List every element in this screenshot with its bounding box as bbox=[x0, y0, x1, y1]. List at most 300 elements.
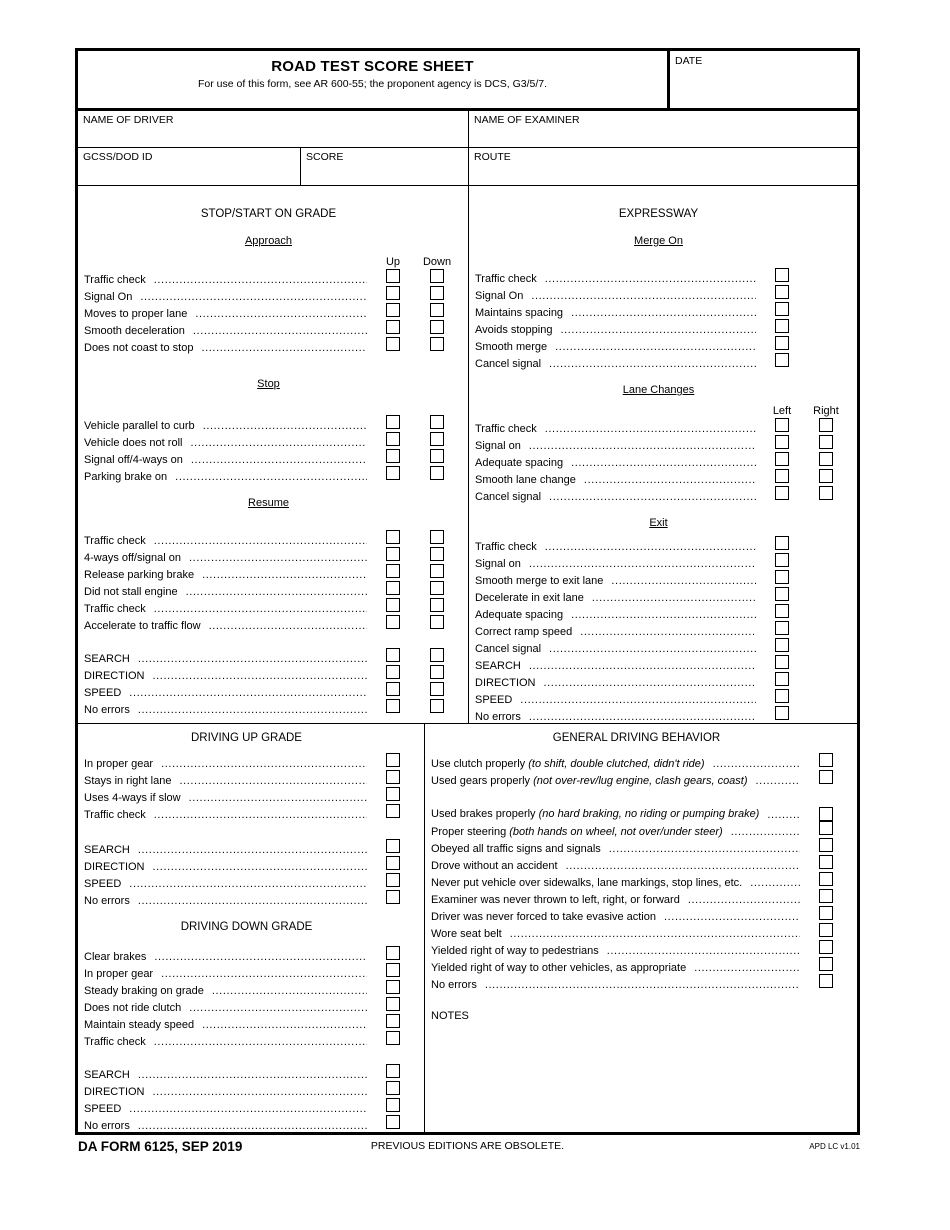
checkbox-group bbox=[371, 890, 415, 904]
checkbox-slot bbox=[415, 564, 459, 578]
item-label: Does not coast to stop bbox=[84, 342, 194, 354]
checkbox-group bbox=[760, 604, 848, 618]
checklist-item bbox=[78, 946, 415, 963]
checkbox[interactable] bbox=[386, 699, 400, 713]
checkbox-group bbox=[804, 838, 848, 852]
dot-leader bbox=[189, 1002, 367, 1014]
checkbox-group bbox=[760, 553, 848, 567]
dot-leader bbox=[592, 592, 756, 604]
checkbox-slot bbox=[760, 336, 804, 350]
checklist-item bbox=[78, 303, 459, 320]
checkbox-group bbox=[760, 689, 848, 703]
checkbox[interactable] bbox=[386, 1081, 400, 1095]
item-label: Maintain steady speed bbox=[84, 1019, 195, 1031]
checkbox[interactable] bbox=[819, 906, 833, 920]
route-field[interactable] bbox=[469, 148, 857, 185]
checkbox[interactable] bbox=[819, 418, 833, 432]
checkbox-group bbox=[760, 452, 848, 466]
checklist-item bbox=[469, 452, 848, 469]
dot-leader bbox=[154, 809, 367, 821]
dot-leader bbox=[202, 1019, 367, 1031]
checkbox-slot bbox=[804, 570, 848, 584]
checkbox-group bbox=[804, 872, 848, 886]
dot-leader bbox=[203, 420, 367, 432]
checkbox[interactable] bbox=[819, 469, 833, 483]
dot-leader bbox=[713, 758, 800, 770]
checkbox[interactable] bbox=[430, 415, 444, 429]
checkbox-group bbox=[371, 415, 459, 429]
dot-leader bbox=[767, 809, 800, 821]
checklist-item bbox=[78, 856, 415, 873]
dot-leader bbox=[584, 474, 756, 486]
checklist-item bbox=[469, 553, 848, 570]
dot-leader bbox=[555, 341, 756, 353]
checkbox-slot bbox=[804, 906, 848, 920]
checklist-item bbox=[78, 699, 459, 716]
checkbox[interactable] bbox=[386, 449, 400, 463]
checkbox-group bbox=[371, 946, 415, 960]
checkbox[interactable] bbox=[430, 466, 444, 480]
section-title: DRIVING UP GRADE bbox=[191, 732, 302, 744]
item-label: Use clutch properly (to shift, double clutched, didn't ride) bbox=[431, 758, 705, 770]
checkbox[interactable] bbox=[386, 946, 400, 960]
dot-leader bbox=[138, 1069, 367, 1081]
dot-leader bbox=[175, 471, 367, 483]
item-label: Traffic check bbox=[84, 274, 146, 286]
column-header-up: Up bbox=[385, 256, 401, 268]
item-label: Examiner was never thrown to left, right, or forward bbox=[431, 894, 680, 906]
dot-leader bbox=[190, 437, 367, 449]
checkbox-group bbox=[371, 564, 459, 578]
checkbox[interactable] bbox=[430, 449, 444, 463]
checkbox[interactable] bbox=[819, 974, 833, 988]
item-label: Signal On bbox=[84, 291, 133, 303]
checkbox[interactable] bbox=[430, 320, 444, 334]
dot-leader bbox=[571, 307, 756, 319]
checkbox-slot bbox=[804, 553, 848, 567]
checkbox[interactable] bbox=[819, 872, 833, 886]
checkbox[interactable] bbox=[386, 581, 400, 595]
checkbox[interactable] bbox=[775, 638, 789, 652]
form-title: ROAD TEST SCORE SHEET bbox=[271, 58, 474, 75]
checkbox[interactable] bbox=[386, 1098, 400, 1112]
dot-leader bbox=[212, 985, 367, 997]
checkbox[interactable] bbox=[386, 890, 400, 904]
checklist-item bbox=[425, 855, 848, 872]
checkbox-slot bbox=[415, 581, 459, 595]
checkbox-group bbox=[760, 570, 848, 584]
checkbox-group bbox=[760, 268, 848, 282]
dot-leader bbox=[549, 491, 756, 503]
checkbox[interactable] bbox=[775, 621, 789, 635]
checkbox[interactable] bbox=[386, 432, 400, 446]
checkbox-slot bbox=[371, 1031, 415, 1045]
checkbox[interactable] bbox=[819, 957, 833, 971]
panel-expressway bbox=[469, 186, 857, 723]
checkbox[interactable] bbox=[819, 486, 833, 500]
checkbox[interactable] bbox=[430, 303, 444, 317]
checkbox-slot bbox=[804, 770, 848, 784]
checkbox-slot bbox=[760, 405, 804, 417]
checkbox[interactable] bbox=[386, 303, 400, 317]
checkbox-slot bbox=[760, 319, 804, 333]
checklist-item bbox=[78, 286, 459, 303]
checkbox[interactable] bbox=[386, 753, 400, 767]
checkbox[interactable] bbox=[386, 337, 400, 351]
checkbox[interactable] bbox=[386, 997, 400, 1011]
column-header-right: Right bbox=[813, 405, 839, 417]
checkbox-slot bbox=[371, 256, 415, 268]
dot-leader bbox=[189, 792, 367, 804]
checkbox[interactable] bbox=[775, 587, 789, 601]
checkbox[interactable] bbox=[386, 648, 400, 662]
dot-leader bbox=[189, 552, 367, 564]
checkbox[interactable] bbox=[386, 1031, 400, 1045]
checkbox-slot bbox=[371, 665, 415, 679]
checkbox[interactable] bbox=[430, 269, 444, 283]
checkbox[interactable] bbox=[819, 855, 833, 869]
checkbox[interactable] bbox=[430, 337, 444, 351]
name-of-driver-field[interactable] bbox=[78, 111, 469, 147]
checkbox[interactable] bbox=[386, 682, 400, 696]
checkbox[interactable] bbox=[775, 672, 789, 686]
checkbox-slot bbox=[760, 268, 804, 282]
checklist-item bbox=[78, 753, 415, 770]
checkbox[interactable] bbox=[386, 564, 400, 578]
item-label: Maintains spacing bbox=[475, 307, 564, 319]
checkbox[interactable] bbox=[386, 466, 400, 480]
checkbox-slot bbox=[371, 530, 415, 544]
checkbox[interactable] bbox=[430, 699, 444, 713]
checkbox-group bbox=[371, 530, 459, 544]
checklist-item bbox=[78, 547, 459, 564]
checkbox[interactable] bbox=[386, 804, 400, 818]
checkbox[interactable] bbox=[819, 940, 833, 954]
checkbox-slot bbox=[804, 672, 848, 686]
checkbox[interactable] bbox=[775, 435, 789, 449]
checkbox[interactable] bbox=[775, 553, 789, 567]
checkbox[interactable] bbox=[386, 269, 400, 283]
checkbox-group bbox=[804, 807, 848, 821]
item-label: Avoids stopping bbox=[475, 324, 553, 336]
checkbox[interactable] bbox=[386, 770, 400, 784]
panel-stop-start-on-grade bbox=[78, 186, 469, 723]
checklist-item bbox=[425, 906, 848, 923]
checkbox-slot bbox=[804, 957, 848, 971]
checklist-item bbox=[469, 621, 848, 638]
item-label: SPEED bbox=[84, 687, 122, 699]
item-label: Cancel signal bbox=[475, 491, 542, 503]
item-label: Traffic check bbox=[84, 809, 146, 821]
checkbox[interactable] bbox=[775, 418, 789, 432]
checkbox[interactable] bbox=[775, 302, 789, 316]
dot-leader bbox=[549, 358, 756, 370]
checkbox-slot bbox=[804, 604, 848, 618]
date-field[interactable] bbox=[667, 51, 857, 108]
gcss-dod-id-label: GCSS/DOD ID bbox=[83, 151, 153, 163]
checkbox[interactable] bbox=[386, 286, 400, 300]
checkbox[interactable] bbox=[386, 530, 400, 544]
section-title: GENERAL DRIVING BEHAVIOR bbox=[552, 732, 721, 744]
checkbox[interactable] bbox=[386, 963, 400, 977]
checkbox-group bbox=[371, 1014, 415, 1028]
checkbox-slot bbox=[804, 638, 848, 652]
checkbox-slot bbox=[371, 856, 415, 870]
checkbox-slot bbox=[760, 285, 804, 299]
dot-leader bbox=[731, 826, 800, 838]
checkbox[interactable] bbox=[775, 486, 789, 500]
item-label: Uses 4-ways if slow bbox=[84, 792, 181, 804]
checkbox-slot bbox=[804, 821, 848, 835]
dot-leader bbox=[756, 775, 800, 787]
checklist-item bbox=[425, 753, 848, 770]
item-label: Driver was never forced to take evasive action bbox=[431, 911, 656, 923]
checkbox[interactable] bbox=[430, 286, 444, 300]
checklist-item bbox=[425, 821, 848, 838]
checkbox-slot bbox=[804, 469, 848, 483]
checklist-item bbox=[425, 923, 848, 940]
checkbox[interactable] bbox=[775, 604, 789, 618]
checkbox[interactable] bbox=[819, 753, 833, 767]
checkbox-slot bbox=[804, 706, 848, 720]
checkbox[interactable] bbox=[430, 530, 444, 544]
checkbox-slot bbox=[804, 689, 848, 703]
checkbox-group bbox=[371, 770, 415, 784]
checkbox-slot bbox=[371, 873, 415, 887]
checkbox-group bbox=[804, 889, 848, 903]
dot-leader bbox=[201, 342, 367, 354]
checkbox[interactable] bbox=[386, 839, 400, 853]
checkbox[interactable] bbox=[386, 598, 400, 612]
checkbox-slot bbox=[371, 787, 415, 801]
checklist-item bbox=[78, 873, 415, 890]
dot-leader bbox=[571, 609, 756, 621]
checkbox-slot bbox=[760, 672, 804, 686]
checklist-item bbox=[425, 770, 848, 787]
checkbox-slot bbox=[415, 432, 459, 446]
checkbox-slot bbox=[371, 1064, 415, 1078]
checkbox[interactable] bbox=[775, 706, 789, 720]
checkbox[interactable] bbox=[775, 536, 789, 550]
checkbox-group bbox=[371, 1031, 415, 1045]
checkbox-slot bbox=[371, 337, 415, 351]
checkbox-slot bbox=[371, 699, 415, 713]
spacer bbox=[78, 821, 415, 839]
spacer bbox=[78, 745, 415, 753]
checkbox-slot bbox=[415, 337, 459, 351]
item-label: Parking brake on bbox=[84, 471, 168, 483]
dot-leader bbox=[607, 945, 800, 957]
checkbox[interactable] bbox=[819, 435, 833, 449]
dot-leader bbox=[138, 895, 367, 907]
checkbox-slot bbox=[760, 655, 804, 669]
checkbox-group bbox=[804, 770, 848, 784]
checkbox[interactable] bbox=[819, 923, 833, 937]
checkbox[interactable] bbox=[775, 469, 789, 483]
checkbox[interactable] bbox=[430, 598, 444, 612]
checklist-item bbox=[78, 269, 459, 286]
checkbox-slot bbox=[804, 587, 848, 601]
checkbox[interactable] bbox=[775, 655, 789, 669]
checkbox-slot bbox=[371, 547, 415, 561]
checkbox[interactable] bbox=[775, 452, 789, 466]
column-headers bbox=[469, 397, 848, 418]
checkbox[interactable] bbox=[386, 1014, 400, 1028]
dot-leader bbox=[566, 860, 800, 872]
checkbox[interactable] bbox=[386, 1064, 400, 1078]
checkbox-group bbox=[371, 648, 459, 662]
checklist-item bbox=[469, 604, 848, 621]
checkbox[interactable] bbox=[819, 770, 833, 784]
item-label: SPEED bbox=[84, 878, 122, 890]
checkbox[interactable] bbox=[775, 268, 789, 282]
item-label: Smooth merge bbox=[475, 341, 548, 353]
checklist-item bbox=[78, 337, 459, 354]
item-label: Obeyed all traffic signs and signals bbox=[431, 843, 601, 855]
checkbox-group bbox=[760, 486, 848, 500]
checkbox[interactable] bbox=[386, 787, 400, 801]
item-label: Signal on bbox=[475, 440, 521, 452]
checkbox[interactable] bbox=[819, 452, 833, 466]
header-row-title bbox=[78, 51, 857, 111]
dot-leader bbox=[138, 844, 367, 856]
checkbox[interactable] bbox=[386, 856, 400, 870]
checkbox-slot bbox=[760, 570, 804, 584]
checkbox[interactable] bbox=[819, 889, 833, 903]
checkbox[interactable] bbox=[430, 581, 444, 595]
checkbox[interactable] bbox=[775, 336, 789, 350]
form-subtitle: For use of this form, see AR 600-55; the proponent agency is DCS, G3/5/7. bbox=[197, 78, 548, 90]
checkbox[interactable] bbox=[430, 682, 444, 696]
checkbox-group bbox=[760, 302, 848, 316]
checklist-item bbox=[78, 787, 415, 804]
checkbox[interactable] bbox=[775, 689, 789, 703]
checkbox[interactable] bbox=[430, 432, 444, 446]
checkbox[interactable] bbox=[430, 665, 444, 679]
checklist-item bbox=[78, 1014, 415, 1031]
dot-leader bbox=[531, 290, 756, 302]
item-label: Release parking brake bbox=[84, 569, 195, 581]
spacer bbox=[425, 745, 848, 753]
checkbox-slot bbox=[804, 855, 848, 869]
checkbox-slot bbox=[371, 598, 415, 612]
checkbox[interactable] bbox=[386, 873, 400, 887]
checkbox-slot bbox=[804, 302, 848, 316]
dot-leader bbox=[129, 687, 367, 699]
gcss-dod-id-field[interactable] bbox=[78, 148, 301, 185]
checkbox-group bbox=[371, 449, 459, 463]
checkbox[interactable] bbox=[430, 547, 444, 561]
checkbox-group bbox=[371, 303, 459, 317]
spacer bbox=[78, 1048, 415, 1064]
item-label: Yielded right of way to other vehicles, as appropriate bbox=[431, 962, 687, 974]
checkbox-slot bbox=[371, 963, 415, 977]
checklist-item bbox=[469, 706, 848, 723]
score-label: SCORE bbox=[306, 151, 344, 163]
checkbox-group bbox=[371, 598, 459, 612]
checkbox[interactable] bbox=[386, 1115, 400, 1129]
checkbox[interactable] bbox=[386, 615, 400, 629]
checkbox-group bbox=[760, 587, 848, 601]
checkbox[interactable] bbox=[430, 564, 444, 578]
section-title: EXPRESSWAY bbox=[618, 208, 699, 220]
form-footer bbox=[75, 1139, 860, 1159]
item-label: SEARCH bbox=[475, 660, 521, 672]
checkbox[interactable] bbox=[386, 665, 400, 679]
checklist-item bbox=[425, 940, 848, 957]
item-label: SPEED bbox=[84, 1103, 122, 1115]
checkbox[interactable] bbox=[430, 648, 444, 662]
checkbox-slot bbox=[415, 415, 459, 429]
checkbox[interactable] bbox=[386, 320, 400, 334]
checkbox-slot bbox=[415, 449, 459, 463]
item-label: Never put vehicle over sidewalks, lane markings, stop lines, etc. bbox=[431, 877, 743, 889]
score-field[interactable] bbox=[301, 148, 469, 185]
dot-leader bbox=[609, 843, 800, 855]
checkbox-slot bbox=[371, 1081, 415, 1095]
checklist-item bbox=[78, 449, 459, 466]
dot-leader bbox=[485, 979, 800, 991]
item-label: No errors bbox=[475, 711, 521, 723]
checklist-item bbox=[425, 974, 848, 991]
dot-leader bbox=[520, 694, 756, 706]
name-of-examiner-field[interactable] bbox=[469, 111, 857, 147]
item-label: Moves to proper lane bbox=[84, 308, 188, 320]
checkbox[interactable] bbox=[386, 415, 400, 429]
checkbox-slot bbox=[371, 648, 415, 662]
checkbox-slot bbox=[415, 547, 459, 561]
dot-leader bbox=[153, 861, 368, 873]
checkbox[interactable] bbox=[819, 821, 833, 835]
item-label: DIRECTION bbox=[84, 861, 145, 873]
dot-leader bbox=[138, 653, 367, 665]
checkbox[interactable] bbox=[386, 547, 400, 561]
item-label: Smooth merge to exit lane bbox=[475, 575, 604, 587]
version-tag: APD LC v1.01 bbox=[809, 1142, 860, 1151]
subsection-title: Merge On bbox=[634, 235, 683, 247]
checkbox[interactable] bbox=[819, 807, 833, 821]
item-label: Smooth deceleration bbox=[84, 325, 185, 337]
checklist-item bbox=[425, 872, 848, 889]
checkbox[interactable] bbox=[775, 570, 789, 584]
dot-leader bbox=[544, 677, 757, 689]
checkbox-slot bbox=[371, 839, 415, 853]
item-label-italic: (not over-rev/lug engine, clash gears, coast) bbox=[533, 775, 748, 787]
checkbox-slot bbox=[804, 418, 848, 432]
checkbox-slot bbox=[804, 923, 848, 937]
checkbox[interactable] bbox=[775, 319, 789, 333]
dot-leader bbox=[153, 670, 368, 682]
checkbox[interactable] bbox=[430, 615, 444, 629]
checkbox-group bbox=[760, 353, 848, 367]
dot-leader bbox=[138, 704, 367, 716]
checkbox[interactable] bbox=[386, 980, 400, 994]
checkbox[interactable] bbox=[775, 285, 789, 299]
checklist-item bbox=[469, 319, 848, 336]
checkbox-group bbox=[371, 1115, 415, 1129]
checklist-item bbox=[78, 890, 415, 907]
checkbox-slot bbox=[804, 974, 848, 988]
dot-leader bbox=[611, 575, 756, 587]
dot-leader bbox=[545, 273, 756, 285]
checkbox[interactable] bbox=[775, 353, 789, 367]
item-label: In proper gear bbox=[84, 758, 154, 770]
checkbox-slot bbox=[760, 302, 804, 316]
checklist-item bbox=[469, 418, 848, 435]
dot-leader bbox=[571, 457, 756, 469]
notes-area[interactable] bbox=[425, 1023, 848, 1123]
checkbox[interactable] bbox=[819, 838, 833, 852]
